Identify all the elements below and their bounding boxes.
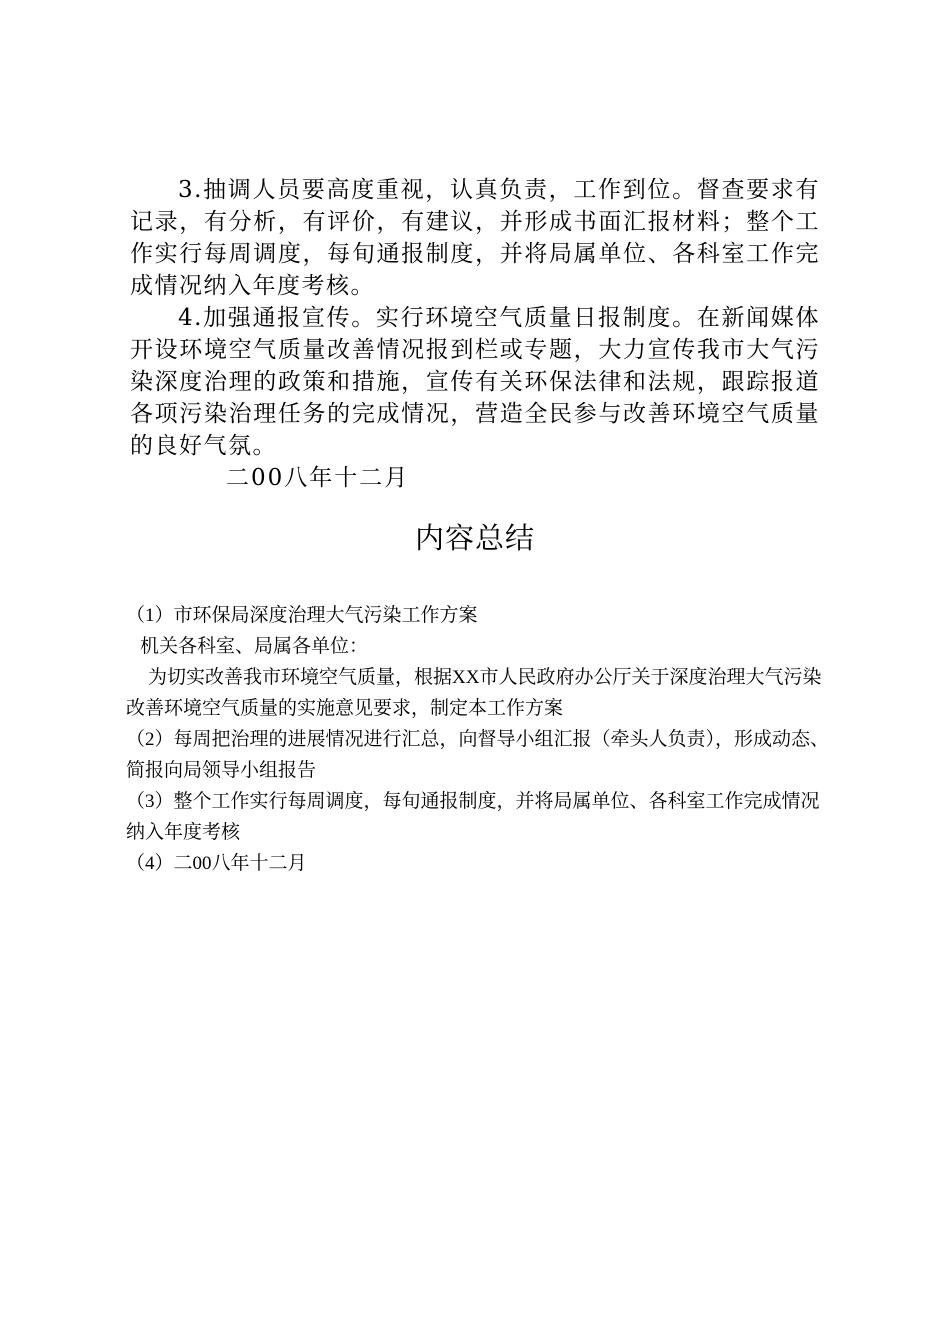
- document-date: 二00八年十二月: [226, 465, 410, 491]
- summary-item-recipients: 机关各科室、局属各单位：: [140, 636, 369, 657]
- summary-item-1: （1）市环保局深度治理大气污染工作方案: [126, 605, 478, 626]
- summary-item-2: （2）每周把治理的进展情况进行汇总，向督导小组汇报（牵头人负责），形成动态、简报向局领导小组报告: [126, 729, 830, 781]
- summary-item-intro: 为切实改善我市环境空气质量，根据XX市人民政府办公厅关于深度治理大气污染改善环境空气质量的实施意见要求，制定本工作方案: [126, 667, 822, 719]
- summary-title: 内容总结: [414, 521, 535, 555]
- paragraph-4: 4.加强通报宣传。实行环境空气质量日报制度。在新闻媒体开设环境空气质量改善情况报到栏或专题，大力宣传我市大气污染深度治理的政策和措施，宣传有关环保法律和法规，跟踪报道各项污染治理任务的完成情况，营造全民参与改善环境空气质量的良好气氛。: [130, 305, 820, 459]
- summary-item-4: （4）二00八年十二月: [126, 853, 307, 874]
- summary-item-3: （3）整个工作实行每周调度，每旬通报制度，并将局属单位、各科室工作完成情况纳入年度考核: [126, 791, 820, 843]
- document-body: [130, 174, 820, 494]
- paragraph-3: 3.抽调人员要高度重视，认真负责，工作到位。督查要求有记录，有分析，有评价，有建议，并形成书面汇报材料；整个工作实行每周调度，每旬通报制度，并将局属单位、各科室工作完成情况纳入年度考核。: [130, 177, 820, 299]
- summary-list: [126, 600, 832, 879]
